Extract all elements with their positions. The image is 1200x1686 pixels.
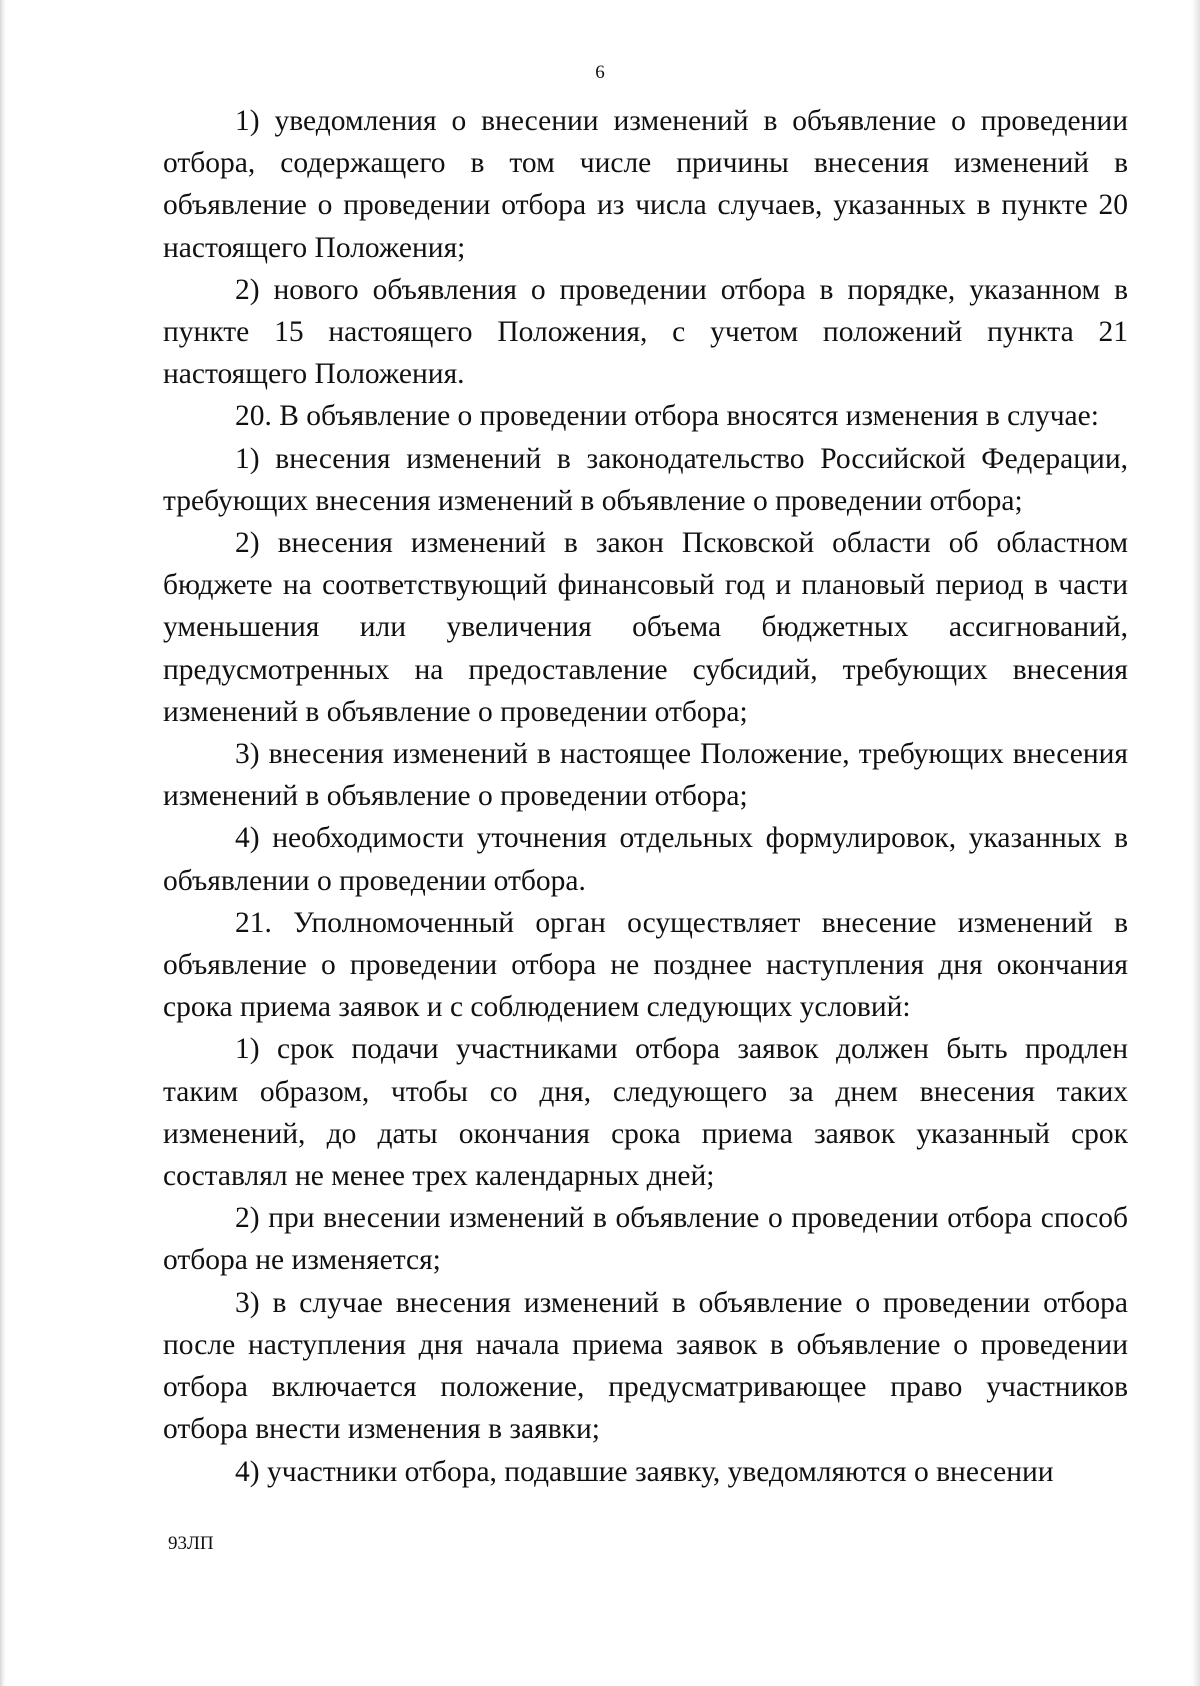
paragraph: 20. В объявление о проведении отбора вносятся изменения в случае: xyxy=(235,400,1099,433)
paragraph: 1) срок подачи участниками отбора заявок должен быть продлен таким образом, чтобы со дня, следующего за днем внесения таких изменений, до даты окончания срока приема заявок указанный срок составлял не менее трех календарных дней; xyxy=(163,1033,1128,1193)
page-number: 6 xyxy=(595,62,605,83)
document-body xyxy=(163,100,1128,1493)
paragraph: 2) внесения изменений в закон Псковской области об областном бюджете на соответствующий финансовый год и плановый период в части уменьшения или увеличения объема бюджетных ассигнований, предусмотренных на предоставление субсидий, требующих внесения изменений в объявление о проведении отбора; xyxy=(163,527,1128,728)
paragraph: 2) при внесении изменений в объявление о проведении отбора способ отбора не изменяется; xyxy=(163,1202,1128,1277)
paragraph: 4) участники отбора, подавшие заявку, уведомляются о внесении xyxy=(235,1455,1054,1488)
paragraph: 1) внесения изменений в законодательство Российской Федерации, требующих внесения изменений в объявление о проведении отбора; xyxy=(163,442,1128,517)
document-code: 93ЛП xyxy=(168,1533,214,1554)
paragraph: 1) уведомления о внесении изменений в объявление о проведении отбора, содержащего в том числе причины внесения изменений в объявление о проведении отбора из числа случаев, указанных в пункте 20 настоящего Положения; xyxy=(163,105,1128,264)
paragraph: 3) в случае внесения изменений в объявление о проведении отбора после наступления дня начала приема заявок в объявление о проведении отбора включается положение, предусматривающее право участников отбора внести изменения в заявки; xyxy=(163,1286,1128,1446)
paragraph: 4) необходимости уточнения отдельных формулировок, указанных в объявлении о проведении отбора. xyxy=(163,822,1128,897)
paragraph: 2) нового объявления о проведении отбора в порядке, указанном в пункте 15 настоящего Положения, с учетом положений пункта 21 настоящего Положения. xyxy=(163,273,1128,391)
paragraph: 3) внесения изменений в настоящее Положение, требующих внесения изменений в объявление о проведении отбора; xyxy=(163,738,1128,813)
scan-edge-right xyxy=(1190,0,1200,1686)
paragraph: 21. Уполномоченный орган осуществляет внесение изменений в объявление о проведении отбора не позднее наступления дня окончания срока приема заявок и с соблюдением следующих условий: xyxy=(163,906,1128,1024)
scan-edge-left xyxy=(0,0,6,1686)
